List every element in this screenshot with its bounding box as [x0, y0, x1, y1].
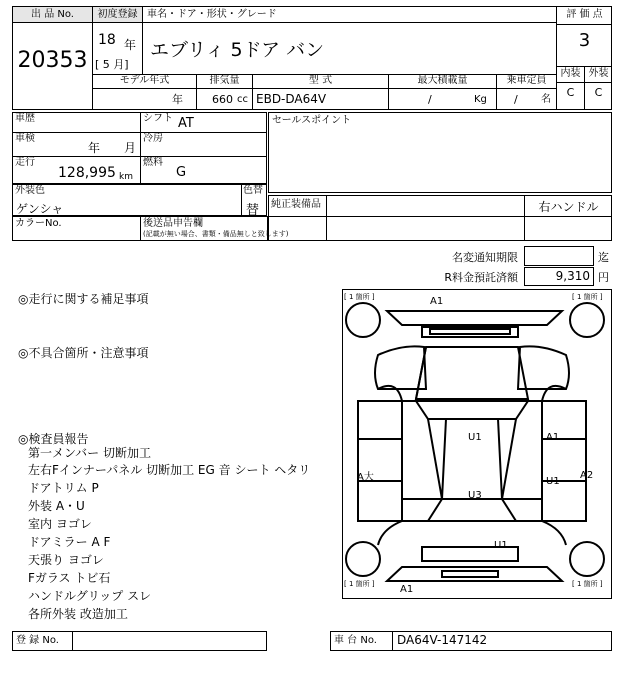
first-reg-month: [ 5 月] — [95, 58, 129, 71]
deadline-box — [524, 246, 594, 266]
lot-label: 出 品 No. — [13, 7, 92, 22]
inspection-year: 年 — [88, 141, 101, 155]
interior-grade: C — [566, 86, 575, 99]
recycle-label: R料金預託済額 — [444, 271, 518, 284]
color-no-label: カラーNo. — [15, 218, 62, 229]
report-line: ドアミラー A F — [28, 535, 111, 549]
aircon-label: 冷房 — [143, 133, 163, 144]
report-line: 各所外装 改造加工 — [28, 607, 128, 621]
chassis-label: 車 台 No. — [334, 635, 377, 646]
max-load-value: / — [428, 93, 432, 106]
report-line: 第一メンバー 切断加工 — [28, 446, 151, 460]
mark-right-door: U1 — [546, 476, 560, 487]
mark-left-side: A大 — [357, 472, 374, 483]
mileage-unit: km — [119, 172, 133, 182]
max-load-label: 最大積載量 — [417, 75, 468, 86]
report-line: 天張り ヨゴレ — [28, 553, 104, 567]
exterior-grade: C — [594, 86, 603, 99]
capacity-label: 乗車定員 — [506, 75, 547, 86]
report-line: ドアトリム P — [28, 481, 99, 495]
handle-value: 右ハンドル — [538, 200, 599, 214]
displacement-unit: cc — [237, 94, 248, 105]
exterior-label: 外装 — [588, 68, 609, 79]
mark-front-bumper: A1 — [430, 296, 444, 307]
capacity-value: / — [514, 93, 518, 106]
shift-value: AT — [178, 116, 194, 131]
repaint-label: 色替 — [243, 185, 263, 196]
first-reg-year-unit: 年 — [124, 38, 137, 52]
interior-label: 内装 — [560, 68, 581, 79]
docs-note: (記載が無い場合、書類・備品無しと致します) — [143, 230, 289, 238]
score-value: 3 — [578, 30, 591, 51]
driving-notes-title: ◎走行に関する補足事項 — [18, 292, 149, 306]
inspector-title: ◎検査員報告 — [18, 432, 89, 446]
mark-back-door: U1 — [494, 540, 508, 551]
diagram-tag-bottom-left: [ 1 箇所 ] — [344, 580, 375, 588]
mark-hood: U1 — [468, 432, 482, 443]
deadline-unit: 迄 — [598, 251, 609, 264]
mark-right-rear-panel: A2 — [580, 470, 594, 481]
color-label: 外装色 — [15, 185, 45, 196]
docs-label: 後送品申告欄 — [143, 218, 203, 229]
diagram-tag-top-right: [ 1 箇所 ] — [572, 293, 603, 301]
first-reg-year: 18 — [98, 32, 116, 48]
diagram-tag-bottom-right: [ 1 箇所 ] — [572, 580, 603, 588]
car-name-label: 車名・ドア・形状・グレード — [147, 9, 277, 20]
recycle-unit: 円 — [598, 271, 609, 284]
defects-title: ◎不具合箇所・注意事項 — [18, 346, 149, 360]
report-line: 外装 A・U — [28, 499, 85, 513]
model-year-label: モデル年式 — [119, 75, 170, 86]
type-label: 型 式 — [308, 75, 333, 86]
mark-rear-bumper: A1 — [400, 584, 414, 595]
sales-points-label: セールスポイント — [272, 115, 352, 126]
displacement-value: 660 — [212, 93, 233, 106]
recycle-fee: 9,310 — [555, 269, 590, 283]
report-line: Fガラス トビ石 — [28, 571, 111, 585]
fuel-label: 燃料 — [143, 157, 163, 168]
inspection-label: 車検 — [15, 133, 35, 144]
mark-roof: U3 — [468, 490, 482, 501]
report-line: 室内 ヨゴレ — [28, 517, 92, 531]
diagram-tag-top-left: [ 1 箇所 ] — [344, 293, 375, 301]
type-value: EBD-DA64V — [256, 92, 327, 106]
chassis-number: DA64V-147142 — [397, 633, 488, 647]
capacity-unit: 名 — [541, 94, 551, 105]
mark-right-front-fender: A1 — [546, 432, 560, 443]
genuine-label: 純正装備品 — [271, 199, 321, 210]
inspection-month: 月 — [124, 141, 137, 155]
deadline-label: 名変通知期限 — [452, 251, 518, 264]
shift-label: シフト — [143, 113, 173, 124]
fuel-value: G — [176, 165, 187, 180]
report-line: 左右Fインナーパネル 切断加工 EG 音 シート ヘタリ — [28, 463, 311, 477]
first-reg-label: 初度登録 — [93, 7, 142, 22]
history-label: 車歴 — [15, 113, 35, 124]
max-load-unit: Kg — [474, 94, 487, 105]
lot-number: 20353 — [17, 48, 88, 73]
mileage-value: 128,995 — [58, 165, 116, 181]
car-diagram — [342, 289, 612, 599]
model-year-unit: 年 — [172, 93, 183, 106]
repaint-value: 替 — [246, 203, 260, 218]
color-value: ゲンシャ — [16, 202, 64, 216]
car-name: エブリィ 5ドア バン — [150, 39, 325, 61]
report-line: ハンドルグリップ スレ — [28, 589, 152, 603]
score-label: 評 価 点 — [566, 9, 603, 20]
mileage-label: 走行 — [15, 157, 35, 168]
reg-no-label: 登 録 No. — [16, 635, 59, 646]
displacement-label: 排気量 — [209, 75, 240, 86]
